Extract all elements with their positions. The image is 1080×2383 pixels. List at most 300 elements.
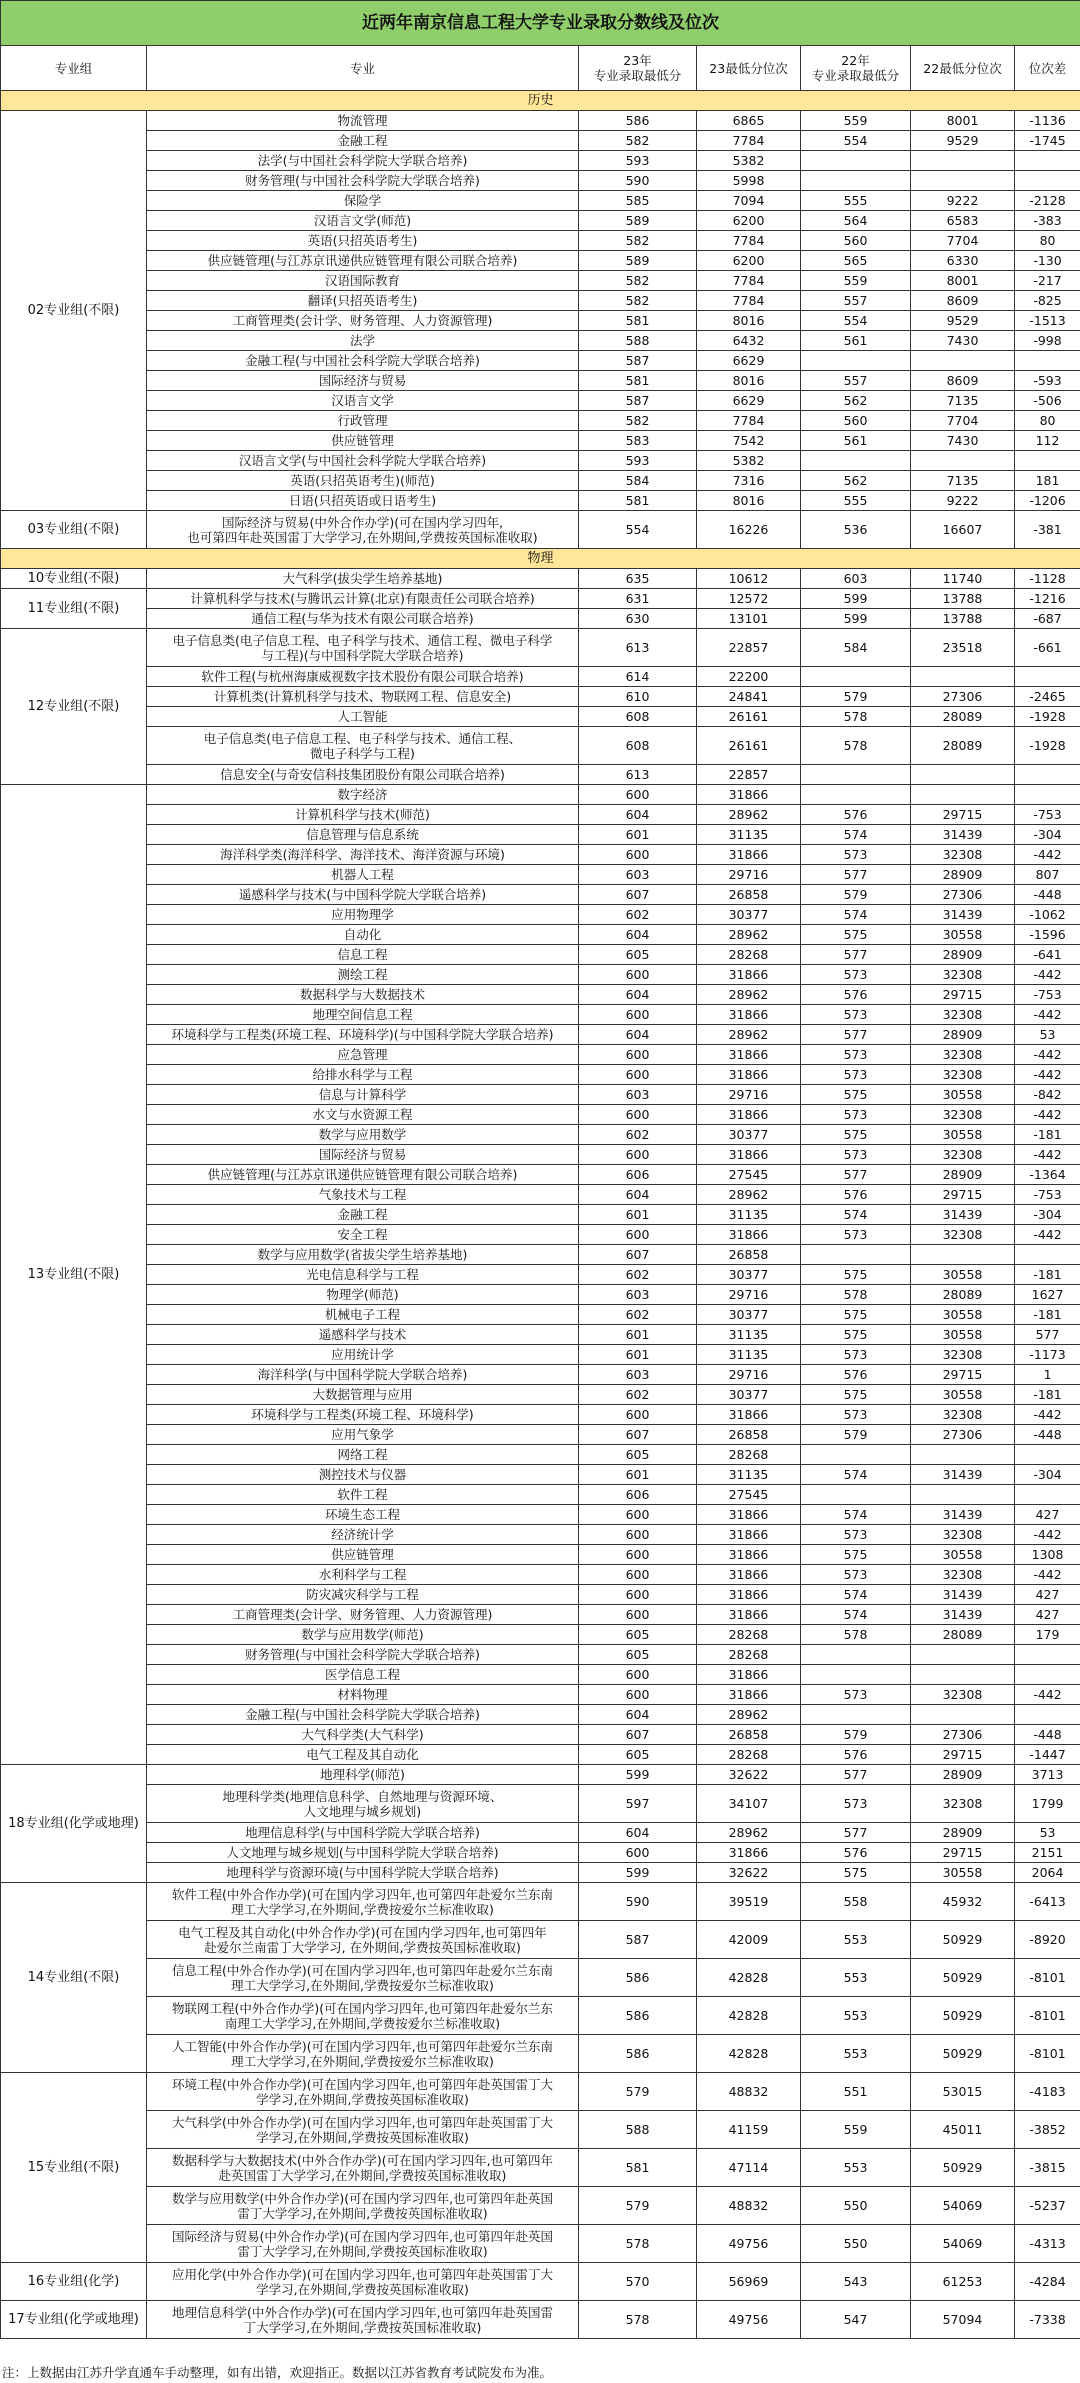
major-cell: 气象技术与工程 — [147, 1185, 579, 1205]
score22-cell: 559 — [801, 111, 911, 131]
score22-cell — [801, 785, 911, 805]
major-cell: 机器人工程 — [147, 865, 579, 885]
table-row — [1, 1565, 1080, 1585]
score22-cell — [801, 667, 911, 687]
rank23-cell: 8016 — [697, 371, 801, 391]
score23-cell: 601 — [579, 1325, 697, 1345]
table-row — [1, 1265, 1080, 1285]
table-row — [1, 965, 1080, 985]
group-cell: 02专业组(不限) — [1, 111, 147, 511]
rank-diff-cell: -506 — [1015, 391, 1080, 411]
rank22-cell: 7704 — [911, 231, 1015, 251]
rank-diff-cell: -381 — [1015, 511, 1080, 549]
rank-diff-cell: -8101 — [1015, 2035, 1080, 2073]
major-cell: 地理科学与资源环境(与中国科学院大学联合培养) — [147, 1863, 579, 1883]
score23-cell: 604 — [579, 805, 697, 825]
rank23-cell: 30377 — [697, 1385, 801, 1405]
score22-cell — [801, 171, 911, 191]
score22-cell: 573 — [801, 1785, 911, 1823]
score22-cell: 573 — [801, 965, 911, 985]
rank22-cell: 50929 — [911, 1997, 1015, 2035]
major-cell: 数学与应用数学(师范) — [147, 1625, 579, 1645]
score23-cell: 606 — [579, 1165, 697, 1185]
major-cell: 信息安全(与奇安信科技集团股份有限公司联合培养) — [147, 765, 579, 785]
score23-cell: 582 — [579, 271, 697, 291]
major-cell: 财务管理(与中国社会科学院大学联合培养) — [147, 171, 579, 191]
score22-cell: 577 — [801, 1765, 911, 1785]
rank22-cell: 9222 — [911, 191, 1015, 211]
major-cell: 人文地理与城乡规划(与中国科学院大学联合培养) — [147, 1843, 579, 1863]
major-cell: 物流管理 — [147, 111, 579, 131]
score22-cell: 578 — [801, 707, 911, 727]
rank-diff-cell: -7338 — [1015, 2301, 1080, 2339]
table-row — [1, 805, 1080, 825]
rank-diff-cell: -442 — [1015, 1045, 1080, 1065]
rank-diff-cell: -687 — [1015, 609, 1080, 629]
rank22-cell: 53015 — [911, 2073, 1015, 2111]
score22-cell: 565 — [801, 251, 911, 271]
rank-diff-cell: 2151 — [1015, 1843, 1080, 1863]
score23-cell: 607 — [579, 1425, 697, 1445]
rank23-cell: 28268 — [697, 1445, 801, 1465]
score22-cell: 558 — [801, 1883, 911, 1921]
score23-cell: 600 — [579, 1565, 697, 1585]
rank22-cell: 57094 — [911, 2301, 1015, 2339]
rank22-cell: 23518 — [911, 629, 1015, 667]
rank23-cell: 31135 — [697, 1345, 801, 1365]
score22-cell: 573 — [801, 1405, 911, 1425]
rank23-cell: 31866 — [697, 785, 801, 805]
rank22-cell: 32308 — [911, 1685, 1015, 1705]
table-row — [1, 727, 1080, 765]
major-cell: 数学与应用数学(中外合作办学)(可在国内学习四年,也可第四年赴英国 雷丁大学学习,在外期间,学费按英国标准收取) — [147, 2187, 579, 2225]
table-row — [1, 1745, 1080, 1765]
major-cell: 地理信息科学(与中国科学院大学联合培养) — [147, 1823, 579, 1843]
rank-diff-cell: 807 — [1015, 865, 1080, 885]
rank22-cell: 32308 — [911, 1005, 1015, 1025]
rank23-cell: 5382 — [697, 151, 801, 171]
rank-diff-cell: -442 — [1015, 1065, 1080, 1085]
score22-cell — [801, 1245, 911, 1265]
rank22-cell: 32308 — [911, 1065, 1015, 1085]
table-row — [1, 491, 1080, 511]
major-cell: 计算机科学与技术(师范) — [147, 805, 579, 825]
score23-cell: 600 — [579, 965, 697, 985]
rank23-cell: 5382 — [697, 451, 801, 471]
score23-cell: 587 — [579, 1921, 697, 1959]
rank23-cell: 28268 — [697, 945, 801, 965]
score23-cell: 581 — [579, 371, 697, 391]
score22-cell: 576 — [801, 1185, 911, 1205]
table-row — [1, 131, 1080, 151]
score23-cell: 614 — [579, 667, 697, 687]
rank-diff-cell — [1015, 151, 1080, 171]
group-cell: 16专业组(化学) — [1, 2263, 147, 2301]
rank22-cell: 8609 — [911, 291, 1015, 311]
table-row — [1, 171, 1080, 191]
rank23-cell: 7784 — [697, 131, 801, 151]
rank22-cell: 30558 — [911, 1545, 1015, 1565]
rank23-cell: 31866 — [697, 1565, 801, 1585]
rank-diff-cell — [1015, 351, 1080, 371]
rank-diff-cell: -442 — [1015, 845, 1080, 865]
major-cell: 国际经济与贸易(中外合作办学)(可在国内学习四年, 也可第四年赴英国雷丁大学学习,在外期间,学费按英国标准收取) — [147, 511, 579, 549]
rank23-cell: 7784 — [697, 231, 801, 251]
score22-cell: 573 — [801, 1005, 911, 1025]
rank22-cell: 7704 — [911, 411, 1015, 431]
major-cell: 供应链管理(与江苏京讯递供应链管理有限公司联合培养) — [147, 251, 579, 271]
rank-diff-cell: -753 — [1015, 805, 1080, 825]
score22-cell: 574 — [801, 1205, 911, 1225]
header-cell: 专业组 — [1, 46, 147, 91]
major-cell: 保险学 — [147, 191, 579, 211]
major-cell: 国际经济与贸易(中外合作办学)(可在国内学习四年,也可第四年赴英国 雷丁大学学习,在外期间,学费按英国标准收取) — [147, 2225, 579, 2263]
score22-cell: 575 — [801, 1085, 911, 1105]
group-cell: 12专业组(不限) — [1, 629, 147, 785]
rank22-cell: 27306 — [911, 1725, 1015, 1745]
rank22-cell: 30558 — [911, 1325, 1015, 1345]
table-row — [1, 331, 1080, 351]
score23-cell: 582 — [579, 231, 697, 251]
table-row — [1, 111, 1080, 131]
rank22-cell: 29715 — [911, 985, 1015, 1005]
rank22-cell: 28909 — [911, 1823, 1015, 1843]
major-cell: 环境科学与工程类(环境工程、环境科学)(与中国科学院大学联合培养) — [147, 1025, 579, 1045]
score23-cell: 600 — [579, 1065, 697, 1085]
table-row — [1, 945, 1080, 965]
score23-cell: 605 — [579, 1445, 697, 1465]
major-cell: 安全工程 — [147, 1225, 579, 1245]
score22-cell — [801, 151, 911, 171]
rank-diff-cell: -1216 — [1015, 589, 1080, 609]
rank23-cell: 6200 — [697, 211, 801, 231]
table-row — [1, 371, 1080, 391]
rank23-cell: 28962 — [697, 1185, 801, 1205]
score23-cell: 586 — [579, 1997, 697, 2035]
table-row — [1, 1765, 1080, 1785]
rank22-cell: 27306 — [911, 885, 1015, 905]
rank23-cell: 5998 — [697, 171, 801, 191]
rank-diff-cell: 1 — [1015, 1365, 1080, 1385]
table-row — [1, 1585, 1080, 1605]
rank-diff-cell: -1745 — [1015, 131, 1080, 151]
score23-cell: 613 — [579, 765, 697, 785]
score23-cell: 590 — [579, 171, 697, 191]
rank23-cell: 31135 — [697, 825, 801, 845]
table-row — [1, 1005, 1080, 1025]
major-cell: 给排水科学与工程 — [147, 1065, 579, 1085]
rank22-cell — [911, 1485, 1015, 1505]
group-cell: 17专业组(化学或地理) — [1, 2301, 147, 2339]
table-row — [1, 311, 1080, 331]
rank22-cell: 6583 — [911, 211, 1015, 231]
rank-diff-cell — [1015, 1645, 1080, 1665]
score23-cell: 604 — [579, 985, 697, 1005]
score23-cell: 593 — [579, 451, 697, 471]
score22-cell: 577 — [801, 865, 911, 885]
rank23-cell: 8016 — [697, 491, 801, 511]
rank-diff-cell: 577 — [1015, 1325, 1080, 1345]
rank-diff-cell: -442 — [1015, 1405, 1080, 1425]
rank23-cell: 7784 — [697, 291, 801, 311]
score23-cell: 584 — [579, 471, 697, 491]
rank22-cell: 7430 — [911, 431, 1015, 451]
score23-cell: 581 — [579, 491, 697, 511]
rank22-cell: 32308 — [911, 1565, 1015, 1585]
rank23-cell: 48832 — [697, 2187, 801, 2225]
rank-diff-cell: -442 — [1015, 1145, 1080, 1165]
rank23-cell: 16226 — [697, 511, 801, 549]
rank23-cell: 31866 — [697, 1545, 801, 1565]
rank23-cell: 31866 — [697, 1225, 801, 1245]
major-cell: 金融工程(与中国社会科学院大学联合培养) — [147, 1705, 579, 1725]
rank-diff-cell: -1206 — [1015, 491, 1080, 511]
major-cell: 供应链管理 — [147, 431, 579, 451]
major-cell: 工商管理类(会计学、财务管理、人力资源管理) — [147, 311, 579, 331]
rank22-cell: 54069 — [911, 2187, 1015, 2225]
table-row — [1, 1645, 1080, 1665]
major-cell: 法学(与中国社会科学院大学联合培养) — [147, 151, 579, 171]
major-cell: 应用统计学 — [147, 1345, 579, 1365]
score22-cell: 578 — [801, 1285, 911, 1305]
score22-cell: 578 — [801, 727, 911, 765]
rank-diff-cell: -4183 — [1015, 2073, 1080, 2111]
section-row — [1, 549, 1080, 569]
table-row — [1, 845, 1080, 865]
table-row — [1, 925, 1080, 945]
table-row — [1, 1045, 1080, 1065]
rank22-cell: 13788 — [911, 589, 1015, 609]
major-cell: 大气科学(拔尖学生培养基地) — [147, 569, 579, 589]
rank-diff-cell: -3852 — [1015, 2111, 1080, 2149]
score22-cell: 577 — [801, 945, 911, 965]
table-row — [1, 471, 1080, 491]
rank23-cell: 26858 — [697, 885, 801, 905]
score23-cell: 603 — [579, 1285, 697, 1305]
group-cell: 13专业组(不限) — [1, 785, 147, 1765]
table-row — [1, 1823, 1080, 1843]
score22-cell: 547 — [801, 2301, 911, 2339]
table-row — [1, 351, 1080, 371]
rank23-cell: 6629 — [697, 391, 801, 411]
table-row — [1, 2035, 1080, 2073]
rank23-cell: 31866 — [697, 845, 801, 865]
rank23-cell: 42009 — [697, 1921, 801, 1959]
table-row — [1, 1285, 1080, 1305]
header-cell: 专业 — [147, 46, 579, 91]
major-cell: 大数据管理与应用 — [147, 1385, 579, 1405]
rank-diff-cell — [1015, 765, 1080, 785]
score23-cell: 578 — [579, 2301, 697, 2339]
major-cell: 汉语言文学(师范) — [147, 211, 579, 231]
table-row — [1, 1883, 1080, 1921]
major-cell: 测控技术与仪器 — [147, 1465, 579, 1485]
score22-cell: 543 — [801, 2263, 911, 2301]
rank-diff-cell: 53 — [1015, 1025, 1080, 1045]
table-row — [1, 1997, 1080, 2035]
score23-cell: 588 — [579, 331, 697, 351]
rank23-cell: 48832 — [697, 2073, 801, 2111]
rank22-cell: 7135 — [911, 391, 1015, 411]
rank22-cell: 50929 — [911, 2149, 1015, 2187]
score23-cell: 605 — [579, 1645, 697, 1665]
major-cell: 计算机类(计算机科学与技术、物联网工程、信息安全) — [147, 687, 579, 707]
score23-cell: 608 — [579, 707, 697, 727]
table-row — [1, 2073, 1080, 2111]
score22-cell — [801, 451, 911, 471]
score22-cell: 561 — [801, 331, 911, 351]
score22-cell: 599 — [801, 609, 911, 629]
major-cell: 人工智能 — [147, 707, 579, 727]
rank22-cell: 28909 — [911, 945, 1015, 965]
rank23-cell: 31866 — [697, 1605, 801, 1625]
score22-cell — [801, 1485, 911, 1505]
rank22-cell: 8001 — [911, 271, 1015, 291]
table-row — [1, 667, 1080, 687]
score22-cell: 550 — [801, 2187, 911, 2225]
major-cell: 物联网工程(中外合作办学)(可在国内学习四年,也可第四年赴爱尔兰东 南理工大学学习,在外期间,学费按爱尔兰标准收取) — [147, 1997, 579, 2035]
rank23-cell: 28962 — [697, 1705, 801, 1725]
score22-cell: 553 — [801, 2149, 911, 2187]
rank-diff-cell: -641 — [1015, 945, 1080, 965]
rank-diff-cell — [1015, 1705, 1080, 1725]
major-cell: 软件工程(与杭州海康威视数字技术股份有限公司联合培养) — [147, 667, 579, 687]
rank22-cell: 32308 — [911, 1045, 1015, 1065]
rank-diff-cell: -383 — [1015, 211, 1080, 231]
table-row — [1, 1365, 1080, 1385]
rank23-cell: 28962 — [697, 1823, 801, 1843]
rank23-cell: 24841 — [697, 687, 801, 707]
table-row — [1, 609, 1080, 629]
major-cell: 数据科学与大数据技术(中外合作办学)(可在国内学习四年,也可第四年 赴英国雷丁大学学习,在外期间,学费按英国标准收取) — [147, 2149, 579, 2187]
score22-cell: 579 — [801, 687, 911, 707]
rank22-cell: 32308 — [911, 1225, 1015, 1245]
score22-cell — [801, 1645, 911, 1665]
score23-cell: 600 — [579, 845, 697, 865]
major-cell: 电气工程及其自动化 — [147, 1745, 579, 1765]
score23-cell: 600 — [579, 1545, 697, 1565]
rank22-cell: 30558 — [911, 1863, 1015, 1883]
major-cell: 材料物理 — [147, 1685, 579, 1705]
major-cell: 信息工程 — [147, 945, 579, 965]
rank22-cell: 31439 — [911, 825, 1015, 845]
major-cell: 信息管理与信息系统 — [147, 825, 579, 845]
rank-diff-cell: -448 — [1015, 1725, 1080, 1745]
section-row — [1, 91, 1080, 111]
major-cell: 海洋科学类(海洋科学、海洋技术、海洋资源与环境) — [147, 845, 579, 865]
rank23-cell: 7542 — [697, 431, 801, 451]
rank23-cell: 12572 — [697, 589, 801, 609]
score23-cell: 582 — [579, 411, 697, 431]
score22-cell: 554 — [801, 131, 911, 151]
rank22-cell — [911, 785, 1015, 805]
table-row — [1, 1705, 1080, 1725]
score23-cell: 600 — [579, 1145, 697, 1165]
rank22-cell: 29715 — [911, 1185, 1015, 1205]
major-cell: 地理科学类(地理信息科学、自然地理与资源环境、 人文地理与城乡规划) — [147, 1785, 579, 1823]
major-cell: 应用化学(中外合作办学)(可在国内学习四年,也可第四年赴英国雷丁大 学学习,在外期间,学费按英国标准收取) — [147, 2263, 579, 2301]
rank22-cell: 29715 — [911, 1365, 1015, 1385]
score22-cell — [801, 1665, 911, 1685]
table-row — [1, 1105, 1080, 1125]
rank-diff-cell: -442 — [1015, 1105, 1080, 1125]
score23-cell: 601 — [579, 825, 697, 845]
major-cell: 软件工程 — [147, 1485, 579, 1505]
score22-cell — [801, 351, 911, 371]
score23-cell: 603 — [579, 1085, 697, 1105]
rank22-cell: 50929 — [911, 1959, 1015, 1997]
score22-cell: 553 — [801, 1997, 911, 2035]
major-cell: 光电信息科学与工程 — [147, 1265, 579, 1285]
rank23-cell: 34107 — [697, 1785, 801, 1823]
score22-cell: 562 — [801, 471, 911, 491]
major-cell: 经济统计学 — [147, 1525, 579, 1545]
score22-cell: 560 — [801, 231, 911, 251]
rank22-cell — [911, 171, 1015, 191]
rank-diff-cell: -8920 — [1015, 1921, 1080, 1959]
score22-cell: 573 — [801, 1065, 911, 1085]
major-cell: 金融工程(与中国社会科学院大学联合培养) — [147, 351, 579, 371]
score23-cell: 587 — [579, 351, 697, 371]
score22-cell: 557 — [801, 291, 911, 311]
major-cell: 自动化 — [147, 925, 579, 945]
rank22-cell: 45932 — [911, 1883, 1015, 1921]
score23-cell: 586 — [579, 111, 697, 131]
major-cell: 地理空间信息工程 — [147, 1005, 579, 1025]
rank23-cell: 29716 — [697, 865, 801, 885]
header-cell: 位次差 — [1015, 46, 1080, 91]
rank-diff-cell: 427 — [1015, 1585, 1080, 1605]
rank-diff-cell: -998 — [1015, 331, 1080, 351]
table-row — [1, 2263, 1080, 2301]
score23-cell: 579 — [579, 2073, 697, 2111]
score23-cell: 586 — [579, 2035, 697, 2073]
major-cell: 数字经济 — [147, 785, 579, 805]
table-row — [1, 985, 1080, 1005]
table-row — [1, 1545, 1080, 1565]
table-row — [1, 1385, 1080, 1405]
table-row — [1, 1085, 1080, 1105]
rank23-cell: 31135 — [697, 1325, 801, 1345]
score23-cell: 608 — [579, 727, 697, 765]
rank23-cell: 30377 — [697, 1265, 801, 1285]
rank-diff-cell: -593 — [1015, 371, 1080, 391]
score23-cell: 589 — [579, 211, 697, 231]
major-cell: 汉语言文学 — [147, 391, 579, 411]
rank-diff-cell — [1015, 451, 1080, 471]
rank23-cell: 13101 — [697, 609, 801, 629]
rank-diff-cell: -448 — [1015, 885, 1080, 905]
rank23-cell: 7094 — [697, 191, 801, 211]
major-cell: 国际经济与贸易 — [147, 371, 579, 391]
rank-diff-cell: -842 — [1015, 1085, 1080, 1105]
rank22-cell: 27306 — [911, 687, 1015, 707]
rank22-cell: 28909 — [911, 1765, 1015, 1785]
rank-diff-cell: -4313 — [1015, 2225, 1080, 2263]
rank-diff-cell: 3713 — [1015, 1765, 1080, 1785]
table-row — [1, 231, 1080, 251]
major-cell: 物理学(师范) — [147, 1285, 579, 1305]
rank23-cell: 7784 — [697, 271, 801, 291]
score22-cell: 577 — [801, 1165, 911, 1185]
score23-cell: 613 — [579, 629, 697, 667]
rank-diff-cell: -1596 — [1015, 925, 1080, 945]
rank23-cell: 28962 — [697, 1025, 801, 1045]
table-row — [1, 1625, 1080, 1645]
score22-cell: 573 — [801, 1225, 911, 1245]
rank22-cell — [911, 1705, 1015, 1725]
major-cell: 机械电子工程 — [147, 1305, 579, 1325]
